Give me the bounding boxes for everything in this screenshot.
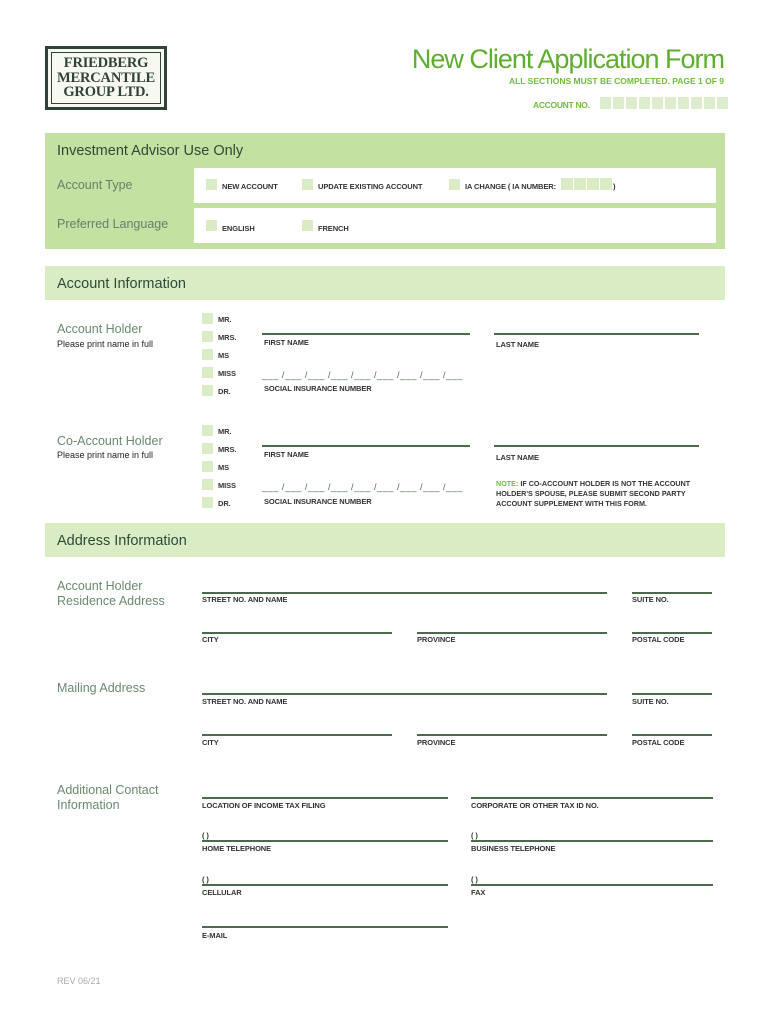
co-sin-input[interactable]: ___ /___ /___ /___ /___ /___ /___ /___ /___ <box>262 482 463 492</box>
note-keyword: NOTE: <box>496 479 519 488</box>
residence-city-input[interactable] <box>202 632 392 634</box>
holder-ms-checkbox[interactable] <box>202 349 213 360</box>
cellular-input[interactable] <box>202 884 448 886</box>
mailing-street-label: STREET NO. AND NAME <box>202 697 288 706</box>
tax-location-input[interactable] <box>202 797 448 799</box>
mailing-suite-input[interactable] <box>632 693 712 695</box>
co-last-name-input[interactable] <box>494 445 699 447</box>
note-text: IF CO-ACCOUNT HOLDER IS NOT THE ACCOUNT HOLDER'S SPOUSE, PLEASE SUBMIT SECOND PARTY ACCOUNT SUPPLEMENT WITH THIS FORM. <box>496 479 691 508</box>
holder-mr-checkbox[interactable] <box>202 313 213 324</box>
co-miss-checkbox[interactable] <box>202 479 213 490</box>
residence-city-label: CITY <box>202 635 219 644</box>
residence-province-label: PROVINCE <box>417 635 456 644</box>
residence-postal-input[interactable] <box>632 632 712 634</box>
co-miss-label: MISS <box>218 481 236 490</box>
new-account-label: NEW ACCOUNT <box>222 182 278 191</box>
account-no-digit[interactable] <box>704 97 715 109</box>
account-no-digit[interactable] <box>717 97 728 109</box>
tax-id-input[interactable] <box>471 797 713 799</box>
cellular-area[interactable]: ( ) <box>202 875 209 884</box>
fax-label: FAX <box>471 888 486 897</box>
form-title: New Client Application Form <box>411 44 724 74</box>
fax-input[interactable] <box>471 884 713 886</box>
tax-location-label: LOCATION OF INCOME TAX FILING <box>202 801 326 810</box>
holder-first-name-input[interactable] <box>262 333 470 335</box>
home-phone-label: HOME TELEPHONE <box>202 844 272 853</box>
co-holder-sub: Please print name in full <box>57 450 154 460</box>
holder-last-name-input[interactable] <box>494 333 699 335</box>
account-type-label: Account Type <box>57 178 133 192</box>
form-subtitle: ALL SECTIONS MUST BE COMPLETED. PAGE 1 OF 9 <box>508 76 724 86</box>
ia-change-checkbox[interactable] <box>449 179 460 190</box>
co-ms-label: MS <box>218 463 230 472</box>
ia-change-label: IA CHANGE ( IA NUMBER: <box>465 182 556 191</box>
french-label: FRENCH <box>318 224 349 233</box>
home-phone-area[interactable]: ( ) <box>202 831 209 840</box>
residence-suite-label: SUITE NO. <box>632 595 669 604</box>
account-no-input[interactable] <box>600 97 728 109</box>
co-mr-checkbox[interactable] <box>202 425 213 436</box>
account-no-digit[interactable] <box>639 97 650 109</box>
revision-label: REV 06/21 <box>57 976 101 986</box>
account-no-label: ACCOUNT NO. <box>533 100 590 110</box>
residence-address-label: Account Holder Residence Address <box>57 579 165 608</box>
co-mr-label: MR. <box>218 427 232 436</box>
logo-line-1: FRIEDBERG <box>63 55 149 72</box>
english-label: ENGLISH <box>222 224 255 233</box>
holder-mr-label: MR. <box>218 315 232 324</box>
ia-number-digit[interactable] <box>561 178 573 190</box>
mailing-suite-label: SUITE NO. <box>632 697 669 706</box>
holder-dr-label: DR. <box>218 387 231 396</box>
holder-last-name-label: LAST NAME <box>496 340 539 349</box>
home-phone-input[interactable] <box>202 840 448 842</box>
holder-mrs-label: MRS. <box>218 333 237 342</box>
co-dr-checkbox[interactable] <box>202 497 213 508</box>
mailing-province-label: PROVINCE <box>417 738 456 747</box>
account-no-digit[interactable] <box>600 97 611 109</box>
holder-sin-label: SOCIAL INSURANCE NUMBER <box>264 384 372 393</box>
account-holder-sub: Please print name in full <box>57 339 154 349</box>
advisor-section-title: Investment Advisor Use Only <box>57 143 244 159</box>
mailing-province-input[interactable] <box>417 734 607 736</box>
mailing-street-input[interactable] <box>202 693 607 695</box>
email-label: E-MAIL <box>202 931 228 940</box>
business-phone-area[interactable]: ( ) <box>471 831 478 840</box>
french-checkbox[interactable] <box>302 220 313 231</box>
account-no-digit[interactable] <box>626 97 637 109</box>
ia-number-close: ) <box>613 182 616 191</box>
address-info-title: Address Information <box>57 533 187 549</box>
mailing-postal-label: POSTAL CODE <box>632 738 685 747</box>
cellular-label: CELLULAR <box>202 888 242 897</box>
logo-line-2: MERCANTILE <box>57 69 155 86</box>
fax-area[interactable]: ( ) <box>471 875 478 884</box>
residence-street-input[interactable] <box>202 592 607 594</box>
account-no-digit[interactable] <box>691 97 702 109</box>
account-no-digit[interactable] <box>613 97 624 109</box>
english-checkbox[interactable] <box>206 220 217 231</box>
holder-sin-input[interactable]: ___ /___ /___ /___ /___ /___ /___ /___ /___ <box>262 370 463 380</box>
ia-number-digit[interactable] <box>600 178 612 190</box>
contact-info-label: Additional Contact Information <box>57 783 159 812</box>
logo-line-3: GROUP LTD. <box>63 84 149 101</box>
holder-miss-checkbox[interactable] <box>202 367 213 378</box>
tax-id-label: CORPORATE OR OTHER TAX ID NO. <box>471 801 599 810</box>
holder-dr-checkbox[interactable] <box>202 385 213 396</box>
account-holder-label: Account Holder <box>57 322 143 336</box>
account-info-title: Account Information <box>57 276 186 292</box>
email-input[interactable] <box>202 926 448 928</box>
ia-number-digit[interactable] <box>587 178 599 190</box>
new-account-checkbox[interactable] <box>206 179 217 190</box>
mailing-city-label: CITY <box>202 738 219 747</box>
business-phone-label: BUSINESS TELEPHONE <box>471 844 556 853</box>
account-no-digit[interactable] <box>678 97 689 109</box>
mailing-city-input[interactable] <box>202 734 392 736</box>
mailing-address-label: Mailing Address <box>57 681 146 695</box>
update-account-checkbox[interactable] <box>302 179 313 190</box>
company-logo <box>45 46 167 110</box>
holder-first-name-label: FIRST NAME <box>264 338 309 347</box>
account-no-digit[interactable] <box>652 97 663 109</box>
holder-mrs-checkbox[interactable] <box>202 331 213 342</box>
holder-ms-label: MS <box>218 351 230 360</box>
ia-number-digit[interactable] <box>574 178 586 190</box>
residence-street-label: STREET NO. AND NAME <box>202 595 288 604</box>
co-holder-label: Co-Account Holder <box>57 434 163 448</box>
business-phone-input[interactable] <box>471 840 713 842</box>
language-row <box>194 208 716 243</box>
co-mrs-label: MRS. <box>218 445 237 454</box>
co-first-name-label: FIRST NAME <box>264 450 309 459</box>
co-holder-note <box>496 479 706 509</box>
preferred-language-label: Preferred Language <box>57 217 169 231</box>
co-sin-label: SOCIAL INSURANCE NUMBER <box>264 497 372 506</box>
holder-miss-label: MISS <box>218 369 236 378</box>
residence-suite-input[interactable] <box>632 592 712 594</box>
co-mrs-checkbox[interactable] <box>202 443 213 454</box>
residence-postal-label: POSTAL CODE <box>632 635 685 644</box>
account-no-digit[interactable] <box>665 97 676 109</box>
co-dr-label: DR. <box>218 499 231 508</box>
residence-province-input[interactable] <box>417 632 607 634</box>
mailing-postal-input[interactable] <box>632 734 712 736</box>
update-account-label: UPDATE EXISTING ACCOUNT <box>318 182 423 191</box>
co-last-name-label: LAST NAME <box>496 453 539 462</box>
co-ms-checkbox[interactable] <box>202 461 213 472</box>
co-first-name-input[interactable] <box>262 445 470 447</box>
ia-number-input[interactable] <box>561 178 612 190</box>
